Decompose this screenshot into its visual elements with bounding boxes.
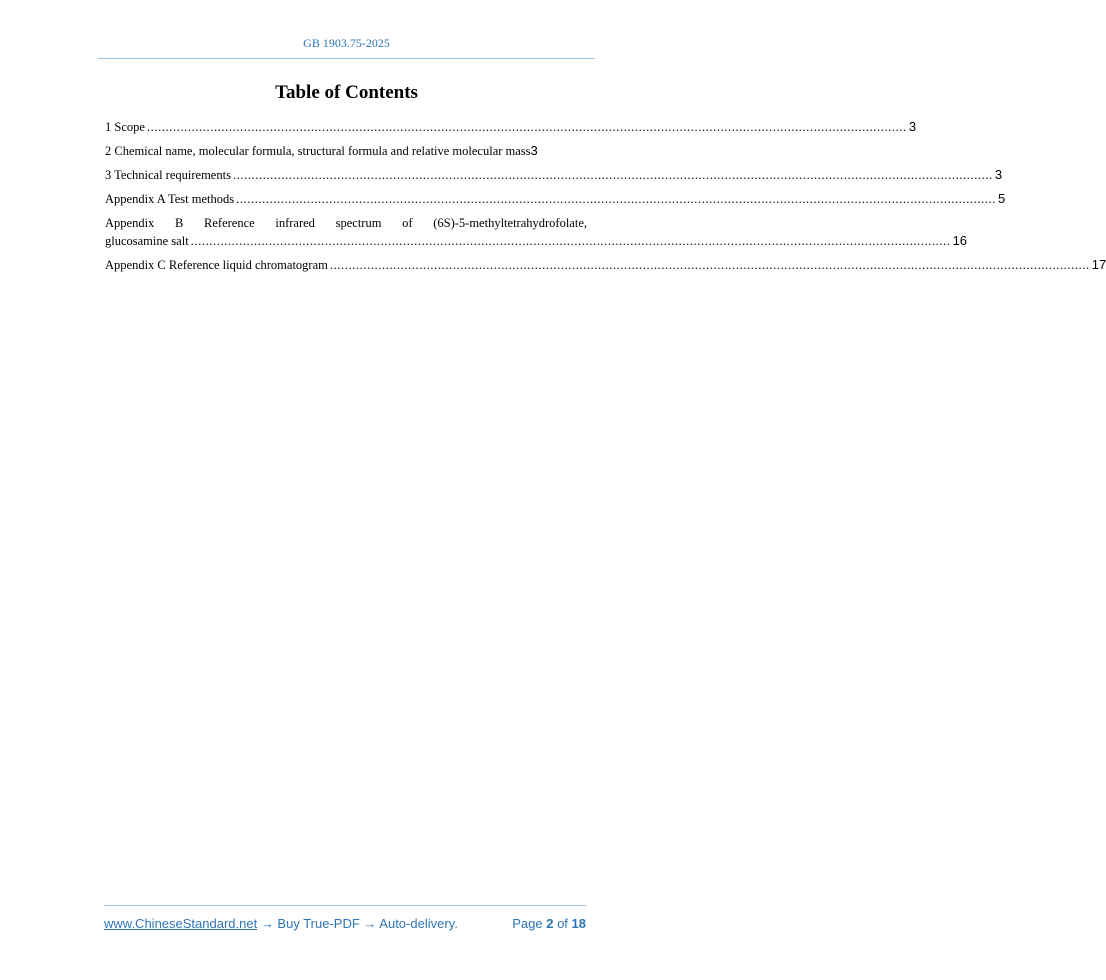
toc-entry-label-line2: glucosamine salt [105, 234, 189, 248]
footer-promo-text: → Buy True-PDF → Auto-delivery. [257, 916, 458, 931]
toc-leader-dots: ............................................................................................................................................................................................................ [190, 234, 951, 248]
toc-entry-page: 3 [908, 119, 917, 134]
toc-entry-appendix-b[interactable] [105, 214, 968, 250]
toc-entry-page: 5 [998, 191, 1006, 206]
toc-entry-label: Appendix C Reference liquid chromatogram [105, 258, 328, 272]
toc-entry-technical-requirements[interactable] [105, 166, 1003, 184]
toc-entry-chemical-name[interactable] [105, 142, 587, 160]
toc-leader-dots: ............................................................................................................................................................................................................ [329, 258, 1090, 272]
toc-title: Table of Contents [275, 82, 418, 103]
toc-entry-page: 17 [1091, 257, 1106, 272]
header-standard-code: GB 1903.75-2025 [303, 36, 390, 50]
toc-entry-appendix-a[interactable] [105, 190, 1006, 208]
toc-entry-page: 3 [530, 143, 538, 158]
toc-entry-label: 1 Scope [105, 120, 145, 134]
footer-promo [104, 916, 458, 931]
table-of-contents [105, 118, 1106, 280]
toc-entry-page: 16 [952, 233, 968, 248]
toc-entry-label-line1: Appendix B Reference infrared spectrum of (6S)-5-methyltetrahydrofolate, [105, 216, 587, 230]
page-footer [104, 916, 586, 931]
total-pages-number: 18 [571, 916, 586, 931]
header-divider [98, 58, 595, 59]
toc-entry-appendix-c[interactable] [105, 256, 1106, 274]
website-link[interactable]: www.ChineseStandard.net [104, 916, 258, 931]
of-word: of [557, 916, 568, 931]
page-word: Page [512, 916, 543, 931]
toc-leader-dots: ............................................................................................................................................................................................................ [146, 120, 907, 134]
footer-divider [104, 905, 586, 906]
toc-leader-dots: ............................................................................................................................................................................................................ [236, 192, 997, 206]
toc-entry-page: 3 [994, 167, 1003, 182]
toc-entry-label: 3 Technical requirements [105, 168, 231, 182]
current-page-number: 2 [546, 916, 554, 931]
toc-leader-dots: ............................................................................................................................................................................................................ [232, 168, 993, 182]
toc-entry-scope[interactable] [105, 118, 917, 136]
toc-entry-label: 2 Chemical name, molecular formula, structural formula and relative molecular mass [105, 144, 531, 158]
page-indicator [512, 916, 586, 931]
toc-entry-label: Appendix A Test methods [105, 192, 235, 206]
